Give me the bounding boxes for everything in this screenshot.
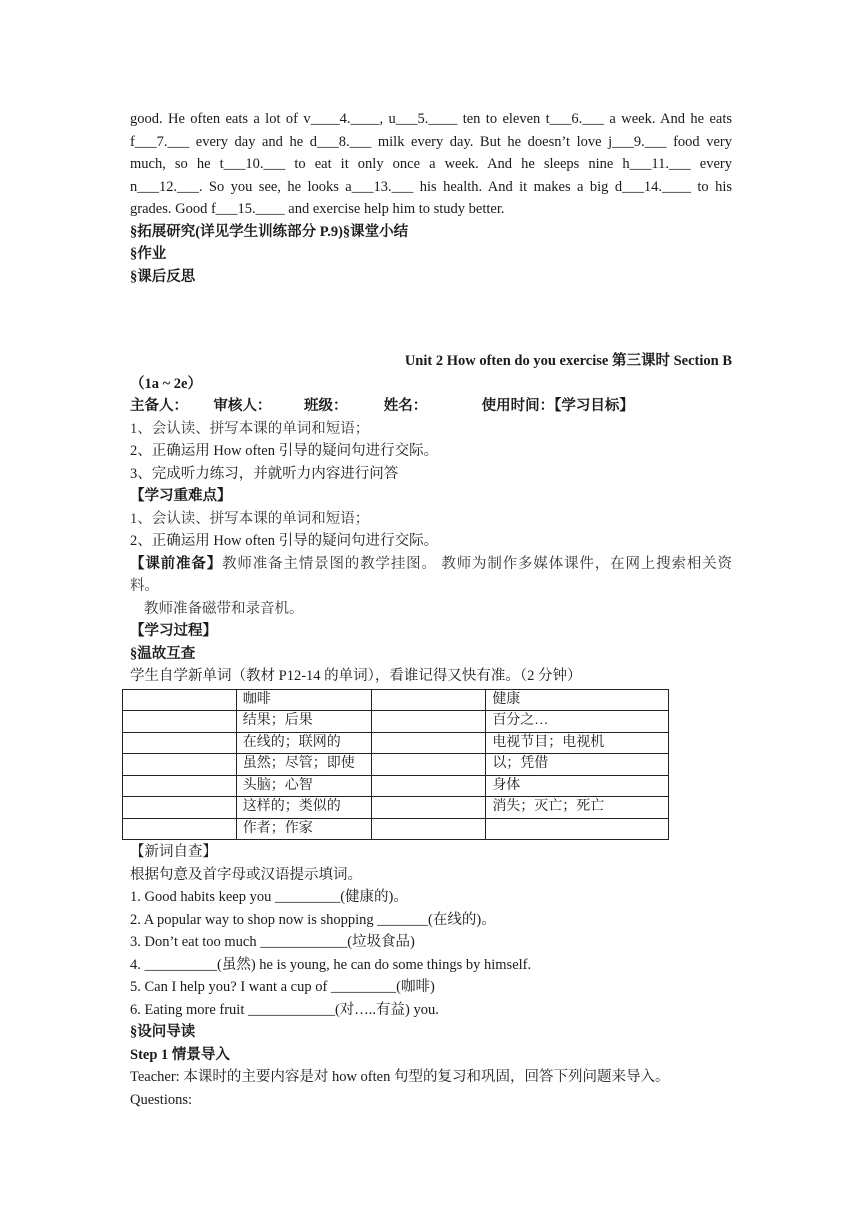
teacher-line: Teacher: 本课时的主要内容是对 how often 句型的复习和巩固，回答下列问题来导入。: [130, 1069, 670, 1085]
vocab-row: [123, 775, 669, 797]
passage-line: much, so he t___10.___ to eat it only once a week. And he sleeps nine h___11.___ every: [130, 156, 732, 172]
unit-subtitle: （1a ~ 2e）: [130, 375, 202, 392]
vocab-meaning-cell: 百分之…: [486, 711, 669, 733]
vocab-answer-cell[interactable]: [123, 689, 237, 711]
prep-heading: 【课前准备】: [130, 555, 223, 572]
review-instruction: 学生自学新单词（教材 P12-14 的单词），看谁记得又快有准。（2 分钟）: [130, 668, 582, 684]
guide-heading: §设问导读: [130, 1024, 196, 1040]
key-point-item: 2、正确运用 How often 引导的疑问句进行交际。: [130, 533, 439, 549]
exercise-item: 3. Don’t eat too much ____________(垃圾食品): [130, 934, 415, 950]
vocab-meaning-cell: 头脑；心智: [236, 775, 371, 797]
vocab-table: [122, 689, 669, 841]
vocab-meaning-cell: 消失；灭亡；死亡: [486, 797, 669, 819]
vocab-answer-cell[interactable]: [371, 754, 486, 776]
goal-item: 2、正确运用 How often 引导的疑问句进行交际。: [130, 443, 439, 459]
vocab-meaning-cell: 以；凭借: [486, 754, 669, 776]
prep-text-equipment: 教师准备磁带和录音机。: [144, 600, 304, 617]
exercise-item: 2. A popular way to shop now is shopping _______(在线的)。: [130, 911, 496, 928]
step1-heading: Step 1 情景导入: [130, 1046, 230, 1063]
prep-text-continued: 料。: [130, 578, 159, 594]
vocab-row: [123, 689, 669, 711]
key-point-item: 1、会认读、拼写本课的单词和短语；: [130, 510, 370, 527]
questions-label: Questions:: [130, 1091, 193, 1108]
vocab-row: [123, 711, 669, 733]
reflection-heading: §课后反思: [130, 268, 196, 285]
goal-item: 3、完成听力练习，并就听力内容进行问答: [130, 465, 399, 482]
exercise-item: 1. Good habits keep you _________(健康的)。: [130, 889, 408, 905]
vocab-row: [123, 818, 669, 840]
goals-list: [130, 418, 732, 486]
vocab-meaning-cell: 健康: [486, 689, 669, 711]
vocab-meaning-cell: 电视节目；电视机: [486, 732, 669, 754]
vocab-answer-cell[interactable]: [123, 732, 237, 754]
vocab-meaning-cell: 咖啡: [236, 689, 371, 711]
vocab-meaning-cell: 在线的；联网的: [236, 732, 371, 754]
vocab-answer-cell[interactable]: [123, 754, 237, 776]
vocab-meaning-cell: [486, 818, 669, 840]
self-check-instruction: 根据句意及首字母或汉语提示填词。: [130, 866, 362, 883]
reading-passage: [130, 108, 732, 221]
exercise-item: 6. Eating more fruit ____________(对…..有益) you.: [130, 1001, 439, 1018]
prep-text: 教师准备主情景图的教学挂图。 教师为制作多媒体课件，在网上搜索相关资: [222, 555, 733, 572]
vocab-answer-cell[interactable]: [371, 689, 486, 711]
goal-item: 1、会认读、拼写本课的单词和短语；: [130, 420, 370, 437]
document-page: [130, 108, 732, 1111]
vocab-answer-cell[interactable]: [123, 818, 237, 840]
vocab-answer-cell[interactable]: [123, 775, 237, 797]
exercise-list: [130, 886, 732, 1021]
vocab-answer-cell[interactable]: [123, 711, 237, 733]
passage-line: good. He often eats a lot of v____4.____, u___5.____ ten to eleven t___6.___ a week. And he eats: [130, 111, 732, 127]
exercise-item: 5. Can I help you? I want a cup of _________(咖啡): [130, 979, 435, 995]
prep-line: [130, 553, 732, 576]
vocab-answer-cell[interactable]: [371, 711, 486, 733]
passage-line: f___7.___ every day and he d___8.___ milk every day. But he doesn’t love j___9.___ food very: [130, 133, 732, 150]
vocab-answer-cell[interactable]: [371, 797, 486, 819]
header-info: 主备人： 审核人： 班级： 姓名： 使用时间：【学习目标】: [130, 398, 634, 414]
vocab-answer-cell[interactable]: [371, 775, 486, 797]
vocab-row: [123, 732, 669, 754]
review-heading: §温故互查: [130, 645, 196, 662]
self-check-heading: 【新词自查】: [130, 844, 217, 860]
vocab-meaning-cell: 作者；作家: [236, 818, 371, 840]
vocab-row: [123, 797, 669, 819]
vocab-meaning-cell: 结果；后果: [236, 711, 371, 733]
exercise-item: 4. __________(虽然) he is young, he can do some things by himself.: [130, 956, 532, 973]
vocab-meaning-cell: 这样的；类似的: [236, 797, 371, 819]
passage-line: grades. Good f___15.____ and exercise help him to study better.: [130, 201, 505, 217]
unit-title: Unit 2 How often do you exercise 第三课时 Section B: [404, 353, 732, 369]
key-points-heading: 【学习重难点】: [130, 488, 232, 504]
vocab-meaning-cell: 虽然；尽管；即使: [236, 754, 371, 776]
vocab-answer-cell[interactable]: [371, 732, 486, 754]
extension-heading: §拓展研究(详见学生训练部分 P.9)§课堂小结: [130, 223, 409, 240]
vocab-row: [123, 754, 669, 776]
passage-line: n___12.___. So you see, he looks a___13.___ his health. And it makes a big d___14.____ to his: [130, 178, 732, 195]
homework-heading: §作业: [130, 246, 167, 262]
vocab-meaning-cell: 身体: [486, 775, 669, 797]
process-heading: 【学习过程】: [130, 623, 217, 639]
vocab-answer-cell[interactable]: [371, 818, 486, 840]
vocab-answer-cell[interactable]: [123, 797, 237, 819]
